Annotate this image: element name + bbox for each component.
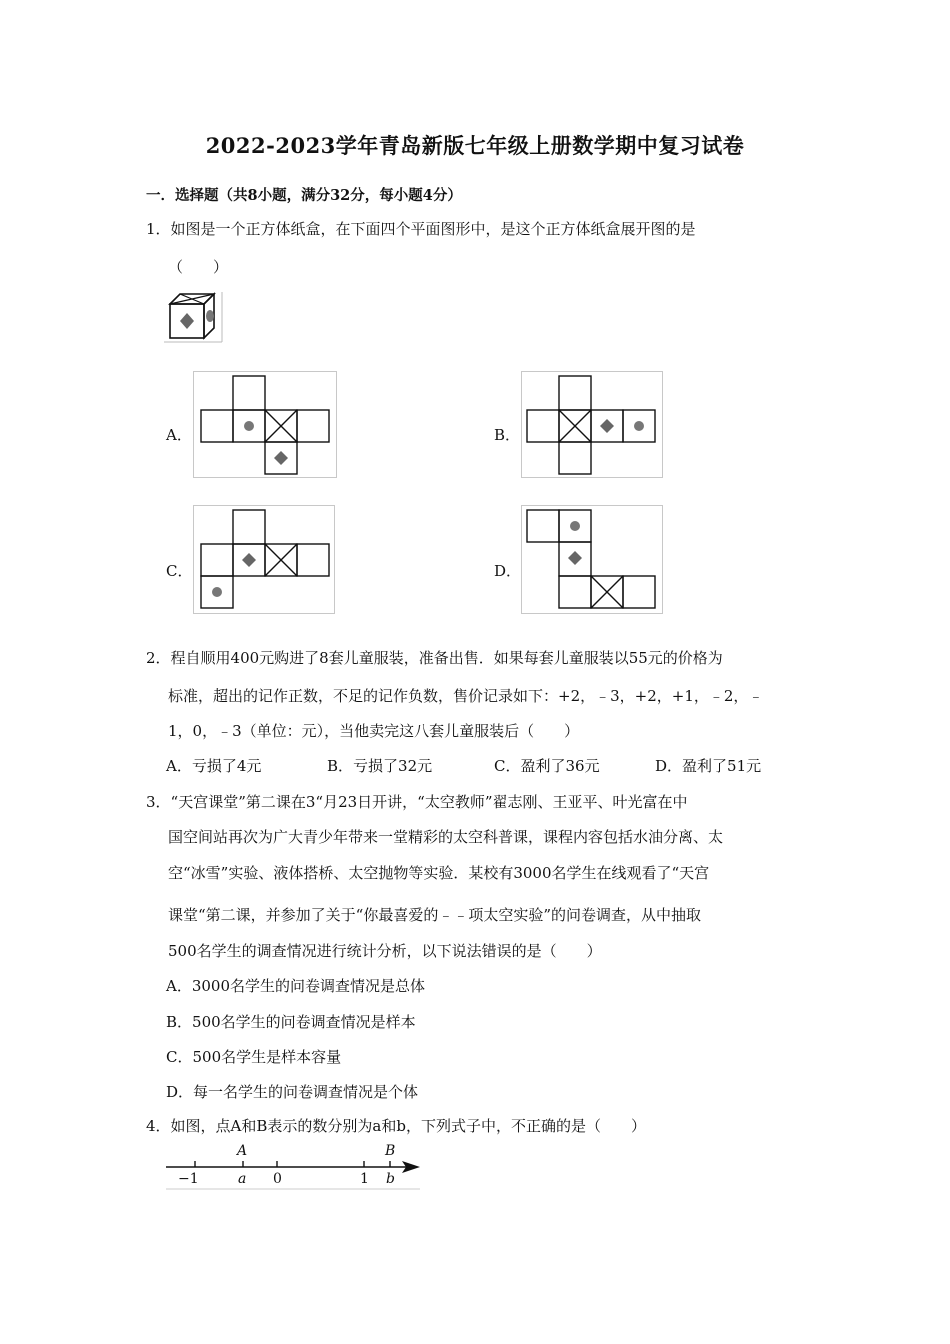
q1-option-a-net[interactable] xyxy=(193,371,337,478)
q2-option-a[interactable]: A．亏损了4元 xyxy=(166,757,262,775)
cube-figure xyxy=(164,292,226,344)
q1-option-b-label[interactable]: B． xyxy=(494,426,521,444)
q1-option-c-label[interactable]: C． xyxy=(166,562,193,580)
tick-label-one: 1 xyxy=(360,1171,369,1187)
q1-text-line1: 1．如图是一个正方体纸盒，在下面四个平面图形中，是这个正方体纸盒展开图的是 xyxy=(146,220,696,238)
q3-option-d[interactable]: D．每一名学生的问卷调查情况是个体 xyxy=(166,1083,419,1101)
q1-option-d-net[interactable] xyxy=(521,505,663,614)
tick-label-neg-one: −1 xyxy=(178,1171,199,1187)
q3-text-line3: 空“冰雪”实验、液体搭桥、太空抛物等实验．某校有3000名学生在线观看了“天宫 xyxy=(168,864,710,882)
q3-option-c[interactable]: C．500名学生是样本容量 xyxy=(166,1048,342,1066)
q3-option-a[interactable]: A．3000名学生的问卷调查情况是总体 xyxy=(166,977,426,995)
q3-text-line4: 课堂“第二课，并参加了关于“你最喜爱的﹣﹣项太空实验”的问卷调查，从中抽取 xyxy=(168,906,702,924)
q2-option-c[interactable]: C．盈利了36元 xyxy=(494,757,600,775)
tick-label-b: b xyxy=(386,1171,395,1187)
q3-text-line2: 国空间站再次为广大青少年带来一堂精彩的太空科普课，课程内容包括水油分离、太 xyxy=(168,828,724,846)
tick-label-a: a xyxy=(238,1171,247,1187)
q3-text-line5: 500名学生的调查情况进行统计分析，以下说法错误的是（ ） xyxy=(168,942,602,960)
point-a-label: A xyxy=(237,1143,248,1159)
page-title: 2022-2023学年青岛新版七年级上册数学期中复习试卷 xyxy=(205,133,745,158)
q1-answer-paren: （ ） xyxy=(168,258,229,276)
q2-option-d[interactable]: D．盈利了51元 xyxy=(655,757,762,775)
tick-label-zero: 0 xyxy=(273,1171,282,1187)
q2-text-line3: 1，0，﹣3（单位：元），当他卖完这八套儿童服装后（ ） xyxy=(168,722,580,740)
number-line-figure xyxy=(164,1143,424,1191)
q2-option-b[interactable]: B．亏损了32元 xyxy=(327,757,433,775)
q3-text-line1: 3．“天宫课堂”第二课在3“月23日开讲，“太空教师”翟志刚、王亚平、叶光富在中 xyxy=(146,793,688,811)
q1-option-c-net[interactable] xyxy=(193,505,335,614)
section-header: 一．选择题（共8小题，满分32分，每小题4分） xyxy=(146,187,462,204)
q3-option-b[interactable]: B．500名学生的问卷调查情况是样本 xyxy=(166,1013,416,1031)
q1-option-b-net[interactable] xyxy=(521,371,663,478)
q2-text-line2: 标准，超出的记作正数，不足的记作负数，售价记录如下：+2，﹣3，+2，+1，﹣2，﹣ xyxy=(168,687,764,705)
q1-option-a-label[interactable]: A． xyxy=(166,426,192,444)
point-b-label: B xyxy=(385,1143,396,1159)
q2-text-line1: 2．程自顺用400元购进了8套儿童服装，准备出售．如果每套儿童服装以55元的价格为 xyxy=(146,649,723,667)
q1-option-d-label[interactable]: D． xyxy=(494,562,522,580)
q4-text-line1: 4．如图，点A和B表示的数分别为a和b，下列式子中，不正确的是（ ） xyxy=(146,1117,646,1135)
